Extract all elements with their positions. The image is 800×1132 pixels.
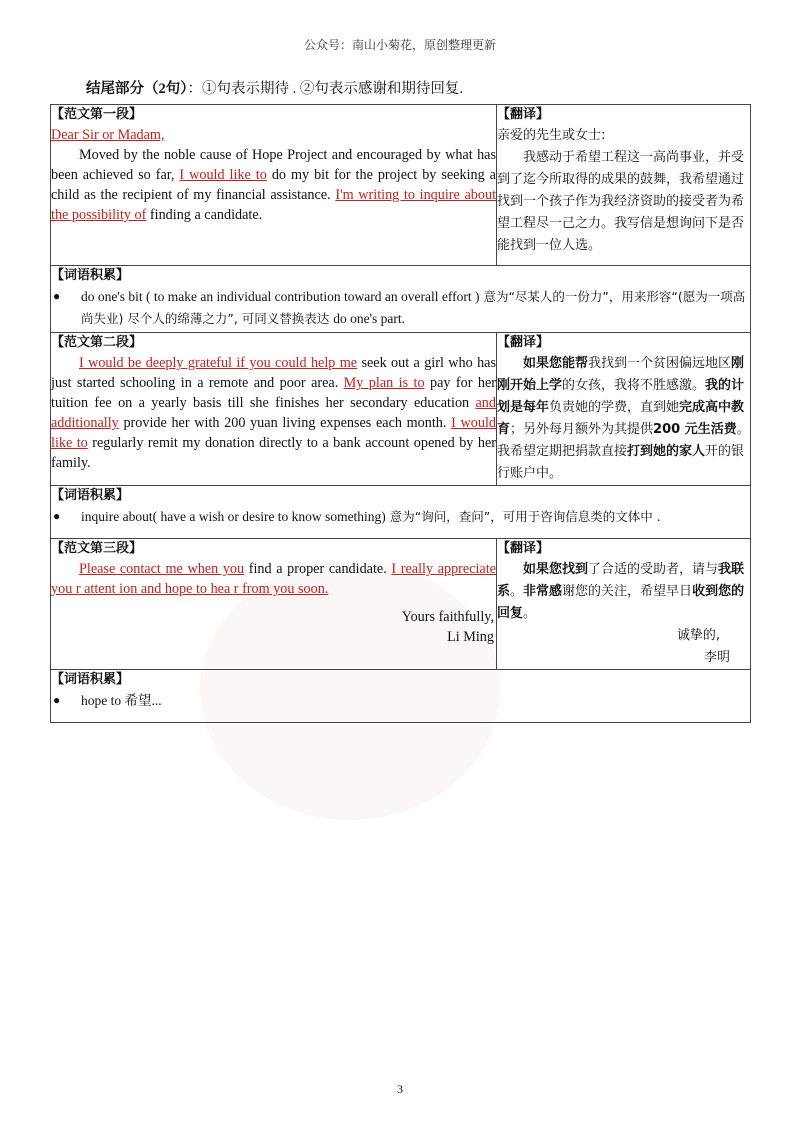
translation-heading: 【翻译】 [497,107,550,122]
bullet-icon: ● [53,289,61,303]
section-1-paragraph [51,145,496,225]
section-2-row [51,333,751,486]
text-span: finding a candidate. [146,207,263,223]
vocab-item [51,286,750,330]
vocab-zh: 意为“询问，查问”，可用于咨询信息类的文体中 . [385,509,661,524]
trans-span: 谢您的关注，希望早日 [562,584,693,599]
closing: Yours faithfully, [401,609,494,625]
text-span: Moved by the noble cause of Hope Project and encouraged by what has been achieved so far, [51,147,496,183]
translation-closing: 诚挚的, [676,628,720,643]
vocab-heading: 【词语积累】 [51,488,130,503]
text-span: pay for her tuition fee on a yearly basis till she finishes her secondary education [51,375,496,411]
section-1-english [51,105,497,266]
trans-span: 。 [510,584,524,599]
vocab-2-cell [51,486,751,539]
trans-bold: 打到她的家人 [627,444,706,459]
text-span: provide her with 200 yuan living expenses each month. [118,415,452,431]
section-3-row [51,539,751,670]
translation-heading: 【翻译】 [497,541,550,556]
translation-body [497,353,750,485]
text-span: seek out a girl who has just started schooling in a remote and poor area. [51,355,497,391]
vocab-en: inquire about( have a wish or desire to know something) [81,509,386,524]
section-2-translation [497,333,751,486]
vocab-item [51,690,750,712]
vocab-en2: do one's part [333,311,402,326]
signature-name: Li Ming [447,629,494,645]
trans-span: ；另外每月额外为其提供 [510,422,654,437]
trans-bold: 完成高中教育 [497,400,745,437]
trans-bold: 200 元生活费 [653,422,737,437]
section-3-heading: 【范文第三段】 [51,541,143,556]
highlight-phrase: My plan is to [343,375,425,391]
vocab-en: do one's bit ( to make an individual contribution toward an overall effort ) [81,289,480,304]
vocab-text [81,286,750,330]
intro-label: 结尾部分（2句） [86,81,188,97]
content-table [50,104,751,723]
translation-body: 我感动于希望工程这一高尚事业，并受到了迄今所取得的成果的鼓舞，我希望通过找到一个孩子作为我经济资助的接受者为希望工程尽一己之力。我写信是想询问下是否能找到一位人选。 [497,150,745,253]
section-1-heading: 【范文第一段】 [51,107,143,122]
intro-line [86,77,463,98]
vocab-heading: 【词语积累】 [51,268,130,283]
greeting: Dear Sir or Madam, [51,127,165,143]
vocab-1-row [51,266,751,333]
highlight-phrase: I would like to [179,167,267,183]
highlight-phrase: I would like to [51,415,496,451]
text-span: do my bit for the project by seeking a child as the recipient of my financial assistance. [51,167,496,203]
trans-span: 的女孩，我将不胜感激。 [562,378,706,393]
trans-bold: 非常感 [523,584,563,599]
vocab-item [51,506,750,528]
translation-body [497,559,750,625]
vocab-text: hope to 希望... [81,693,162,708]
trans-span: 我找到一个贫困偏远地区 [588,356,732,371]
vocab-zh: 意为“尽某人的一份力”，用来形容“(愿为一项高尚失业) 尽个人的绵薄之力”, 可同义替换表达 [81,289,746,326]
section-1-row [51,105,751,266]
trans-span: 开的银行账户中。 [497,444,745,481]
trans-bold: 刚刚开始上学 [497,356,745,393]
section-2-paragraph [51,353,496,473]
page-number: 3 [397,1082,403,1096]
text-span: find a proper candidate. [244,561,392,577]
trans-bold: 如果您能帮 [523,356,589,371]
translation-greeting: 亲爱的先生或女士: [497,128,606,143]
section-2-english [51,333,497,486]
trans-bold: 如果您找到 [523,562,589,577]
trans-bold: 收到您的回复 [497,584,745,621]
trans-span: 负责她的学费，直到她 [549,400,680,415]
section-1-translation [497,105,751,266]
trans-span: 。 [523,606,537,621]
highlight-phrase: Please contact me when you [79,561,245,577]
section-3-paragraph [51,559,496,599]
trans-bold: 我的计划是每年 [497,378,745,415]
page-header: 公众号：南山小菊花，原创整理更新 [303,38,496,52]
trans-span: 。我希望定期把捐款直接 [497,422,750,459]
section-3-translation [497,539,751,670]
highlight-phrase: I'm writing to inquire about the possibility of [51,187,497,223]
vocab-heading: 【词语积累】 [51,672,130,687]
highlight-phrase: I really appreciate you r attent ion and hope to hea r from you soon. [51,561,496,597]
translation-heading: 【翻译】 [497,335,550,350]
trans-span: 了合适的受助者，请与 [588,562,719,577]
section-3-english [51,539,497,670]
highlight-phrase: and additionally [51,395,496,431]
bullet-icon: ● [53,509,61,523]
vocab-3-cell [51,670,751,723]
vocab-1-cell [51,266,751,333]
text-span: regularly remit my donation directly to a bank account opened by her family. [51,435,496,471]
vocab-end: . [401,311,406,326]
intro-text: ：①句表示期待 . ②句表示感谢和期待回复. [187,81,463,97]
vocab-3-row [51,670,751,723]
highlight-phrase: I would be deeply grateful if you could help me [79,355,358,371]
section-2-heading: 【范文第二段】 [51,335,143,350]
vocab-text [81,506,750,528]
trans-bold: 我联系 [497,562,745,599]
vocab-2-row [51,486,751,539]
bullet-icon: ● [53,693,61,707]
translation-name: 李明 [703,650,730,665]
